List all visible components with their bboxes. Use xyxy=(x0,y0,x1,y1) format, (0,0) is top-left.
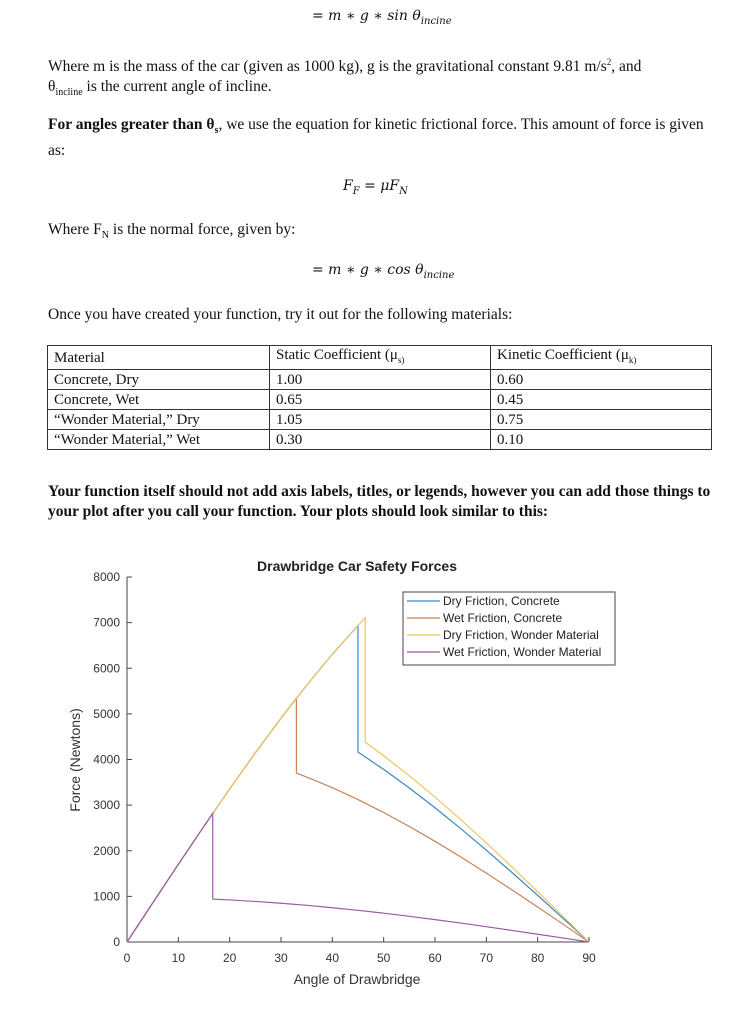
y-tick-label: 1000 xyxy=(93,889,120,904)
y-tick-label: 8000 xyxy=(93,570,120,584)
x-tick-label: 10 xyxy=(171,951,186,965)
cell-static: 0.65 xyxy=(270,390,491,410)
cell-kinetic: 0.75 xyxy=(491,410,712,430)
y-tick-label: 4000 xyxy=(93,752,120,767)
table-row xyxy=(48,410,712,430)
paragraph-normal-force: Where $F_N$ is the normal force, given by: xyxy=(48,221,296,242)
header-material: Material xyxy=(48,346,270,370)
x-tick-label: 40 xyxy=(325,951,340,965)
x-axis-label: Angle of Drawbridge xyxy=(293,971,421,987)
paragraph-plot-instructions: Your function itself should not add axis labels, titles, or legends, however you can add those things to your plot after you call your function. Your plots should look similar to this: xyxy=(48,483,711,520)
x-tick-label: 80 xyxy=(530,951,545,965)
legend-entry: Wet Friction, Concrete xyxy=(443,611,563,625)
y-tick-label: 0 xyxy=(113,935,120,949)
header-static: Static Coefficient ($\mu_{s)}$ xyxy=(270,346,491,370)
forces-chart xyxy=(0,540,748,1010)
paragraph-materials-intro: Once you have created your function, try it out for the following materials: xyxy=(48,306,513,323)
cell-kinetic: 0.60 xyxy=(491,370,712,390)
paragraph-definitions: Where m is the mass of the car (given as 1000 kg), g is the gravitational constant 9.81 $m/s^2$, and $\theta_{incline}$ is the current angle of incline. xyxy=(48,57,642,99)
materials-table xyxy=(47,345,712,450)
legend-entry: Dry Friction, Wonder Material xyxy=(443,628,599,642)
cell-material: Concrete, Dry xyxy=(48,370,270,390)
x-tick-label: 0 xyxy=(123,951,131,965)
y-tick-label: 5000 xyxy=(93,706,120,721)
y-tick-label: 2000 xyxy=(93,843,120,858)
y-tick-label: 3000 xyxy=(93,798,120,813)
y-tick-label: 7000 xyxy=(93,615,120,630)
x-tick-label: 60 xyxy=(428,951,442,965)
table-header-row xyxy=(48,346,712,370)
x-tick-label: 70 xyxy=(479,951,494,965)
legend-entry: Wet Friction, Wonder Material xyxy=(443,645,602,659)
header-kinetic: Kinetic Coefficient ($\mu_{k)}$ xyxy=(491,346,712,370)
x-tick-label: 90 xyxy=(582,951,596,965)
x-tick-label: 50 xyxy=(376,951,391,965)
equation-weight-sin: = m ∗ g ∗ $\sin \theta_{incine}$ xyxy=(312,8,452,27)
paragraph-kinetic: For angles greater than $\theta_s$, we use the equation for kinetic frictional force. This amount of force is given as: xyxy=(48,116,704,160)
legend-entry: Dry Friction, Concrete xyxy=(443,594,560,608)
x-tick-label: 20 xyxy=(222,951,237,965)
equation-friction: $F_F = \mu F_N$ xyxy=(343,178,408,197)
cell-kinetic: 0.45 xyxy=(491,390,712,410)
y-axis-label: Force (Newtons) xyxy=(67,708,83,812)
cell-static: 0.30 xyxy=(270,430,491,450)
cell-material: “Wonder Material,” Wet xyxy=(48,430,270,450)
table-row xyxy=(48,370,712,390)
series-line-wet-friction-wonder-material xyxy=(127,813,589,942)
table-row xyxy=(48,390,712,410)
cell-material: “Wonder Material,” Dry xyxy=(48,410,270,430)
y-tick-label: 6000 xyxy=(93,661,120,676)
table-row xyxy=(48,430,712,450)
cell-material: Concrete, Wet xyxy=(48,390,270,410)
cell-static: 1.00 xyxy=(270,370,491,390)
x-tick-label: 30 xyxy=(274,951,288,965)
chart-title: Drawbridge Car Safety Forces xyxy=(257,558,457,574)
cell-kinetic: 0.10 xyxy=(491,430,712,450)
cell-static: 1.05 xyxy=(270,410,491,430)
equation-normal-cos: = m ∗ g ∗ $\cos \theta_{incine}$ xyxy=(312,262,455,281)
